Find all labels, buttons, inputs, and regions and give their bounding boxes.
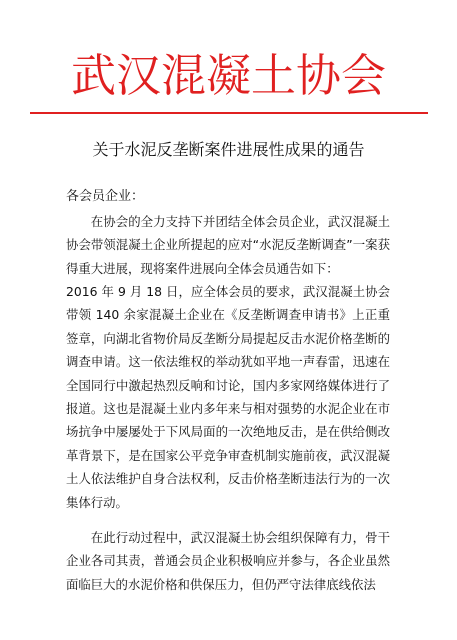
header-divider <box>30 112 428 114</box>
paragraph-2: 2016 年 9 月 18 日，应全体会员的要求，武汉混凝土协会带领 140 余家混凝土企业在《反垄断调查申请书》上正重签章，向湖北省物价局反垄断分局提起反击水泥价格垄断的调查申请。这一依法维权的举动犹如平地一声春雷，迅速在全国同行中激起热烈反响和讨论，国内多家网络媒体进行了报道。这也是混凝土业内多年来与相对强势的水泥企业在市场抗争中屡屡处于下风局面的一次绝地反击，是在供给侧改革背景下，是在国家公平竞争审查机制实施前夜，武汉混凝土人依法维护自身合法权利，反击价格垄断违法行为的一次集体行动。 <box>66 284 390 510</box>
org-name-header: 武汉混凝土协会 <box>70 49 386 102</box>
document-title: 关于水泥反垄断案件进展性成果的通告 <box>92 140 365 159</box>
paragraph-3: 在此行动过程中，武汉混凝土协会组织保障有力，骨干企业各司其责，普通会员企业积极响应并参与，各企业虽然面临巨大的水泥价格和供保压力，但仍严守法律底线依法 <box>66 530 390 592</box>
salutation: 各会员企业： <box>66 189 145 204</box>
paragraph-1: 在协会的全力支持下并团结全体会员企业，武汉混凝土协会带领混凝土企业所提起的应对“水泥反垄断调查”一案获得重大进展，现将案件进展向全体会员通告如下： <box>66 214 390 276</box>
